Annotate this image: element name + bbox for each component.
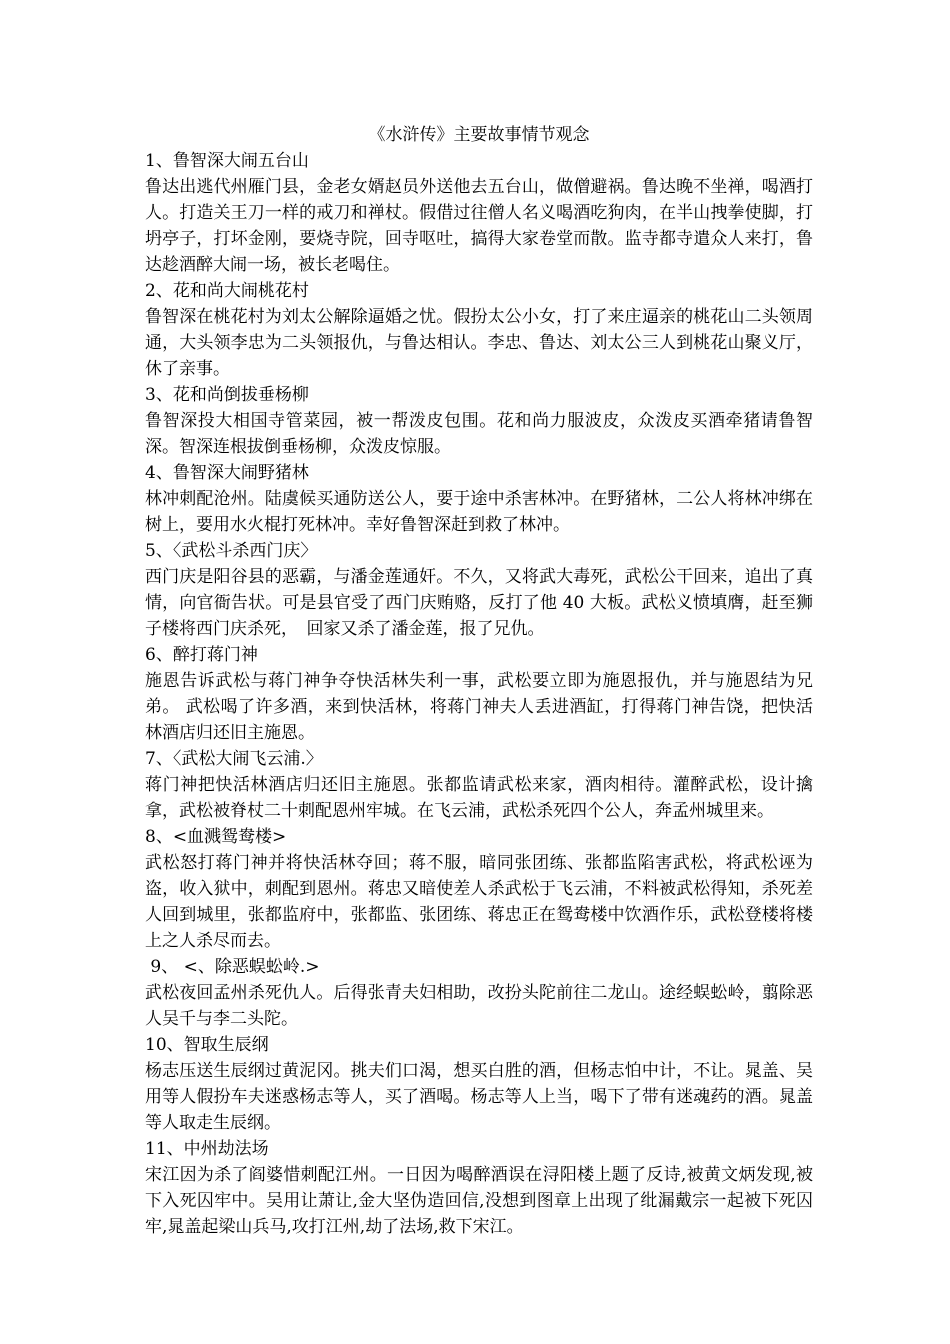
section-3: [145, 382, 813, 460]
section-2: [145, 278, 813, 382]
section-heading: 9、 <、除恶蜈蚣岭.>: [145, 957, 320, 977]
section-body: 蒋门神把快活林酒店归还旧主施恩。张都监请武松来家，酒肉相待。灌醉武松，设计擒拿，武松被脊杖二十刺配恩州牢城。在飞云浦，武松杀死四个公人，奔孟州城里来。: [145, 775, 813, 821]
section-9: [145, 954, 813, 1032]
section-heading: 3、花和尚倒拔垂杨柳: [145, 385, 309, 405]
section-body: 武松夜回孟州杀死仇人。后得张青夫妇相助，改扮头陀前往二龙山。途经蜈蚣岭，翦除恶人吴千与李二头陀。: [145, 983, 813, 1029]
section-4: [145, 460, 813, 538]
document-page: [145, 122, 813, 1240]
section-7: [145, 746, 813, 824]
section-6: [145, 642, 813, 746]
section-10: [145, 1032, 813, 1136]
section-body: 杨志压送生辰纲过黄泥冈。挑夫们口渴，想买白胜的酒，但杨志怕中计，不让。晁盖、吴用等人假扮车夫迷惑杨志等人，买了酒喝。杨志等人上当，喝下了带有迷魂药的酒。晁盖等人取走生辰纲。: [145, 1061, 813, 1133]
section-heading: 5、〈武松斗杀西门庆〉: [145, 541, 318, 561]
section-heading: 7、〈武松大闹飞云浦.〉: [145, 749, 323, 769]
section-body: 鲁达出逃代州雁门县，金老女婿赵员外送他去五台山，做僧避祸。鲁达晚不坐禅，喝酒打人。打造关王刀一样的戒刀和禅杖。假借过往僧人名义喝酒吃狗肉，在半山拽拳使脚，打坍亭子，打坏金刚，要烧寺院，回寺呕吐，搞得大家卷堂而散。监寺都寺遣众人来打，鲁达趁酒醉大闹一场，被长老喝住。: [145, 177, 813, 275]
section-heading: 11、中州劫法场: [145, 1139, 269, 1159]
section-8: [145, 824, 813, 954]
section-heading: 8、<血溅鸳鸯楼>: [145, 827, 287, 847]
document-title: 《水浒传》主要故事情节观念: [368, 125, 590, 145]
section-heading: 1、鲁智深大闹五台山: [145, 151, 309, 171]
section-body: 鲁智深投大相国寺管菜园，被一帮泼皮包围。花和尚力服波皮，众泼皮买酒牵猪请鲁智深。智深连根拔倒垂杨柳，众泼皮惊服。: [145, 411, 813, 457]
section-heading: 6、醉打蒋门神: [145, 645, 258, 665]
section-body: 武松怒打蒋门神并将快活林夺回；蒋不服，暗同张团练、张都监陷害武松，将武松诬为盗，收入狱中，刺配到恩州。蒋忠又暗使差人杀武松于飞云浦，不料被武松得知，杀死差人回到城里，张都监府中，张都监、张团练、蒋忠正在鸳鸯楼中饮酒作乐，武松登楼将楼上之人杀尽而去。: [145, 853, 813, 951]
section-body: 鲁智深在桃花村为刘太公解除逼婚之忧。假扮太公小女，打了来庄逼亲的桃花山二头领周通，大头领李忠为二头领报仇，与鲁达相认。李忠、鲁达、刘太公三人到桃花山聚义厅，休了亲事。: [145, 307, 813, 379]
section-body: 宋江因为杀了阎婆惜刺配江州。一日因为喝醉酒误在浔阳楼上题了反诗,被黄文炳发现,被下入死囚牢中。吴用让萧让,金大坚伪造回信,没想到图章上出现了纰漏戴宗一起被下死囚牢,晁盖起梁山兵马,攻打江州,劫了法场,救下宋江。: [145, 1165, 813, 1237]
section-heading: 10、智取生辰纲: [145, 1035, 269, 1055]
section-heading: 4、鲁智深大闹野猪林: [145, 463, 309, 483]
section-body: 西门庆是阳谷县的恶霸，与潘金莲通奸。不久，又将武大毒死，武松公干回来，追出了真情，向官衙告状。可是县官受了西门庆贿赂，反打了他 40 大板。武松义愤填膺，赶至狮子楼将西门庆杀死， 回家又杀了潘金莲，报了兄仇。: [145, 567, 813, 639]
section-body: 施恩告诉武松与蒋门神争夺快活林失利一事，武松要立即为施恩报仇，并与施恩结为兄弟。 武松喝了许多酒，来到快活林，将蒋门神夫人丢进酒缸，打得蒋门神告饶，把快活林酒店归还旧主施恩。: [145, 671, 813, 743]
section-1: [145, 148, 813, 278]
section-heading: 2、花和尚大闹桃花村: [145, 281, 309, 301]
section-11: [145, 1136, 813, 1240]
section-5: [145, 538, 813, 642]
section-body: 林冲刺配沧州。陆虞候买通防送公人，要于途中杀害林冲。在野猪林，二公人将林冲绑在树上，要用水火棍打死林冲。幸好鲁智深赶到救了林冲。: [145, 489, 813, 535]
